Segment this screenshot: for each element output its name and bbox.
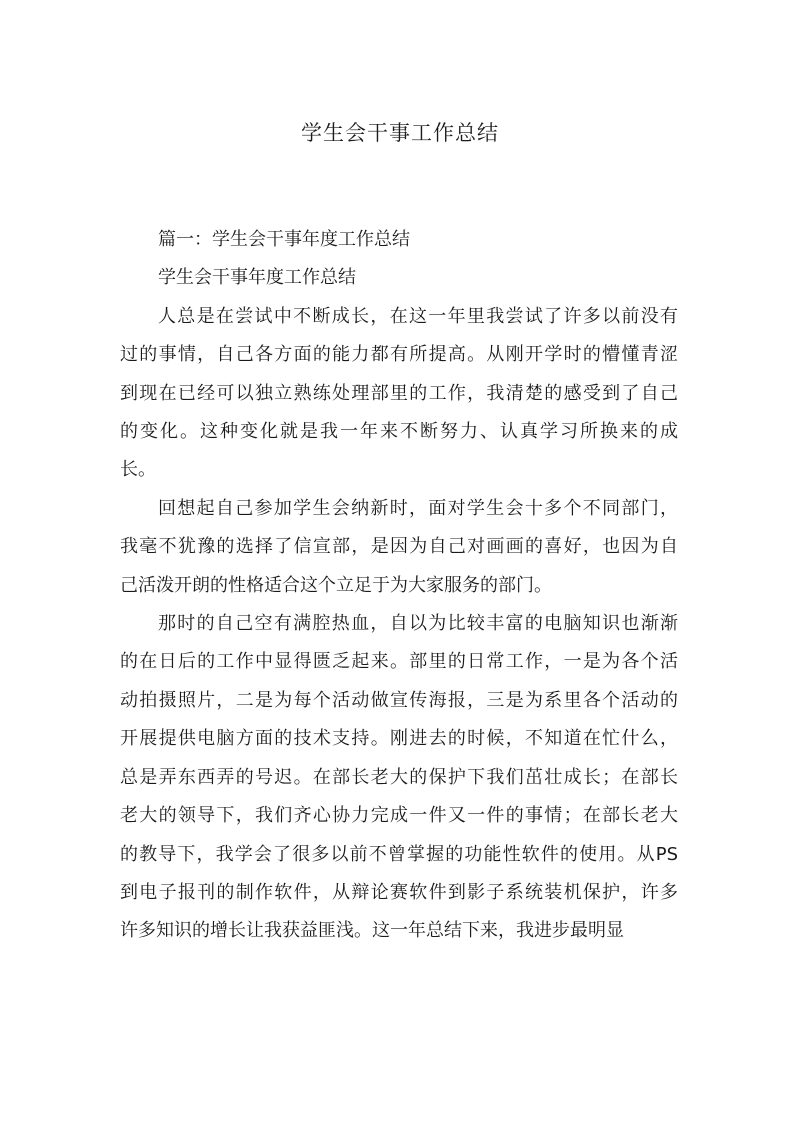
paragraph-line: 过的事情，自己各方面的能力都有所提高。从刚开学时的懵懂青涩 (120, 344, 678, 366)
paragraph-line: 长。 (120, 459, 156, 481)
paragraph-line: 人总是在尝试中不断成长，在这一年里我尝试了许多以前没有 (158, 305, 678, 327)
paragraph-line: 开展提供电脑方面的技术支持。刚进去的时候，不知道在忙什么， (120, 728, 678, 750)
paragraph-line: 许多知识的增长让我获益匪浅。这一年总结下来，我进步最明显 (120, 920, 624, 942)
paragraph-line: 动拍摄照片，二是为每个活动做宣传海报，三是为系里各个活动的 (120, 689, 678, 711)
paragraph-line: 的变化。这种变化就是我一年来不断努力、认真学习所换来的成 (120, 421, 678, 443)
paragraph-line: 到电子报刊的制作软件，从辩论赛软件到影子系统装机保护，许多 (120, 881, 678, 903)
section-heading: 篇一：学生会干事年度工作总结 (158, 229, 410, 250)
paragraph-line: 的在日后的工作中显得匮乏起来。部里的日常工作，一是为各个活 (120, 651, 678, 673)
paragraph-3 (120, 605, 678, 951)
subheading: 学生会干事年度工作总结 (158, 267, 356, 289)
paragraph-line: 那时的自己空有满腔热血，自以为比较丰富的电脑知识也渐渐 (158, 613, 678, 635)
paragraph-line: 我毫不犹豫的选择了信宣部，是因为自己对画画的喜好，也因为自 (120, 536, 678, 558)
document-body (120, 221, 678, 951)
paragraph-line: 的教导下，我学会了很多以前不曾掌握的功能性软件的使用。从PS (120, 843, 678, 865)
paragraph-line: 老大的领导下，我们齐心协力完成一件又一件的事情；在部长老大 (120, 805, 678, 827)
paragraph-2 (120, 490, 678, 605)
paragraph-line: 己活泼开朗的性格适合这个立足于为大家服务的部门。 (120, 574, 552, 596)
paragraph-line: 回想起自己参加学生会纳新时，面对学生会十多个不同部门， (158, 497, 678, 519)
paragraph-line: 总是弄东西弄的号迟。在部长老大的保护下我们茁壮成长；在部长 (120, 766, 678, 788)
paragraph-1 (120, 298, 678, 490)
paragraph-line: 到现在已经可以独立熟练处理部里的工作，我清楚的感受到了自己 (120, 382, 678, 404)
document-title: 学生会干事工作总结 (301, 121, 499, 145)
